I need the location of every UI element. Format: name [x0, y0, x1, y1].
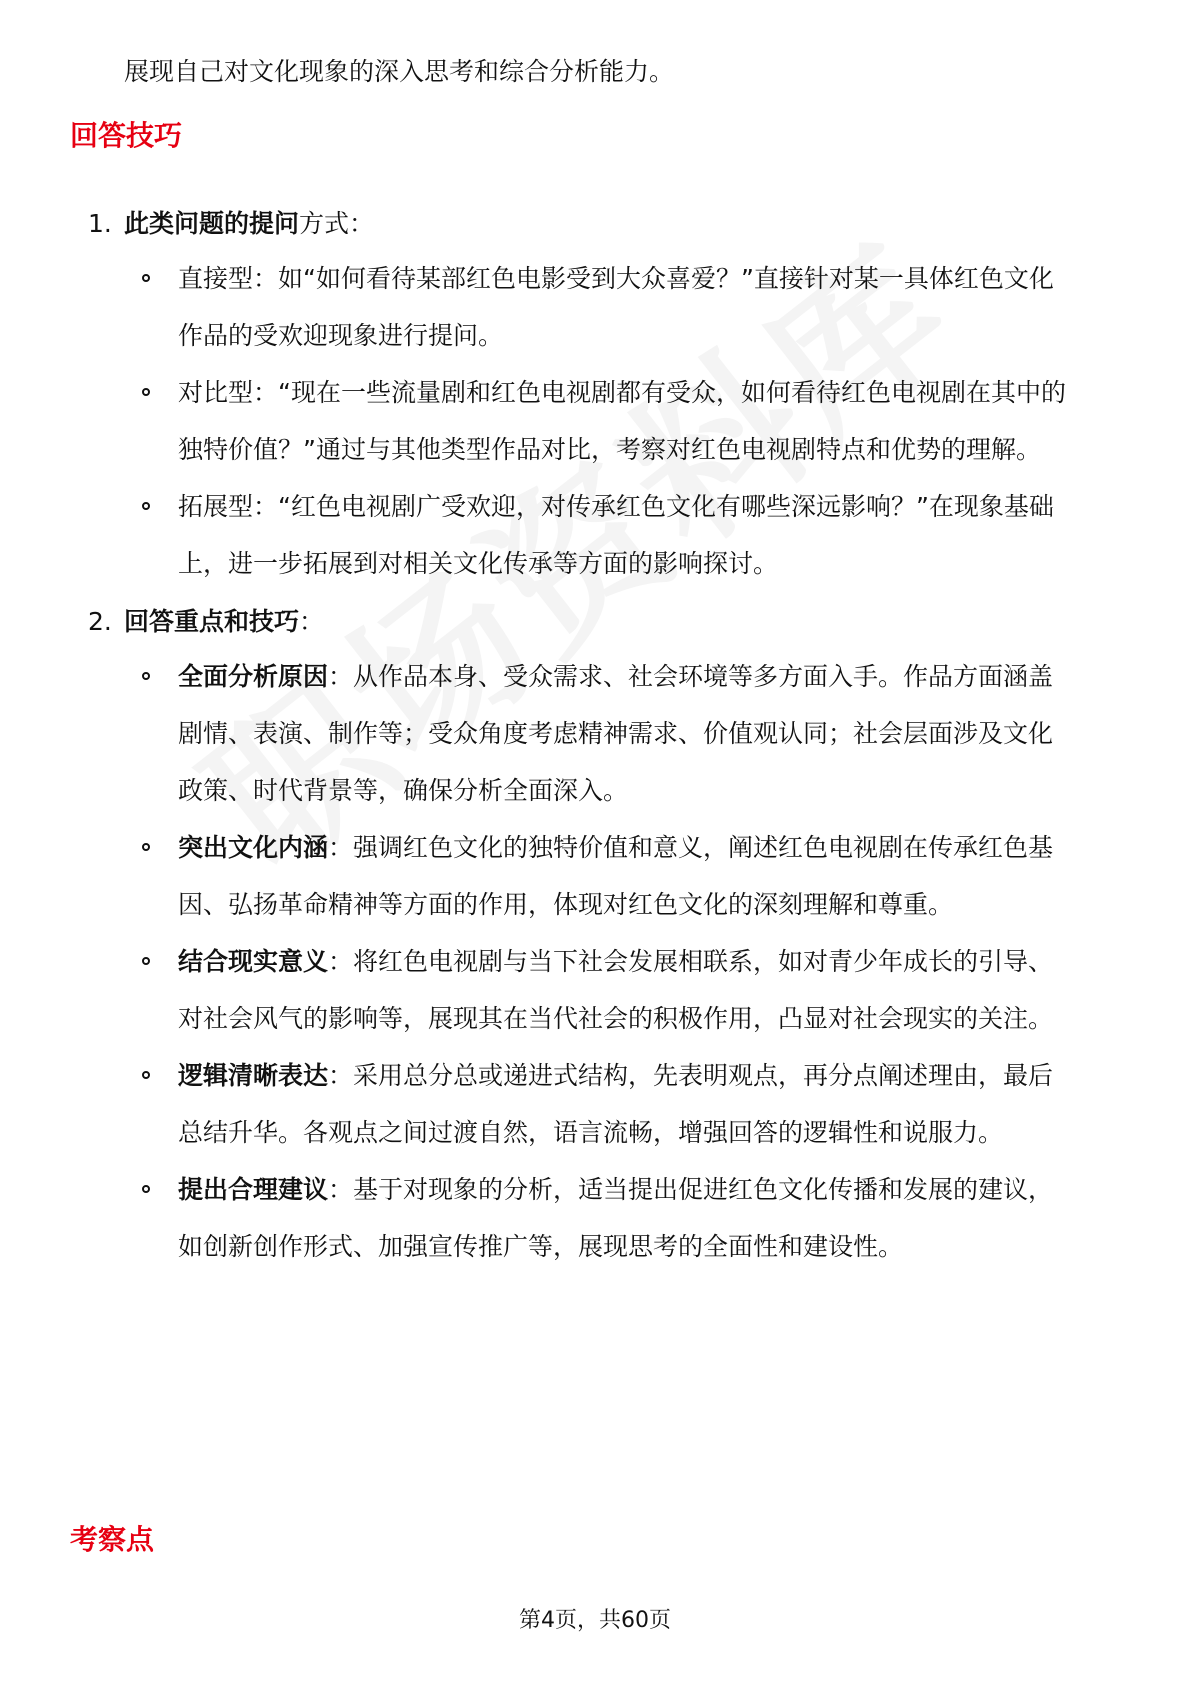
sub-item-text: ：从作品本身、受众需求、社会环境等多方面入手。作品方面涵盖剧情、表演、制作等；受众角度考虑精神需求、价值观认同；社会层面涉及文化政策、时代背景等，确保分析全面深入。 — [178, 662, 1054, 805]
list-item — [88, 602, 1128, 1275]
circle-bullet-icon — [142, 957, 150, 965]
item-heading-bold: 此类问题的提问 — [124, 209, 300, 238]
list-item — [88, 204, 1128, 592]
sub-item — [124, 364, 1128, 478]
sub-item — [124, 933, 1128, 1047]
tips-list — [88, 204, 1128, 1285]
circle-bullet-icon — [142, 1071, 150, 1079]
sub-item-text: 对比型：“现在一些流量剧和红色电视剧都有受众，如何看待红色电视剧在其中的独特价值？”通过与其他类型作品对比，考察对红色电视剧特点和优势的理解。 — [178, 378, 1066, 464]
sub-item-text: ：基于对现象的分析，适当提出促进红色文化传播和发展的建议，如创新创作形式、加强宣传推广等，展现思考的全面性和建设性。 — [178, 1175, 1054, 1261]
sub-item-bold: 逻辑清晰表达 — [178, 1061, 329, 1090]
section-title-points: 考察点 — [70, 1523, 155, 1556]
item-heading — [124, 204, 1128, 244]
sub-item — [124, 1161, 1128, 1275]
sub-item-text: ：将红色电视剧与当下社会发展相联系，如对青少年成长的引导、对社会风气的影响等，展现其在当代社会的积极作用，凸显对社会现实的关注。 — [178, 947, 1054, 1033]
sub-item-text: ：强调红色文化的独特价值和意义，阐述红色电视剧在传承红色基因、弘扬革命精神等方面的作用，体现对红色文化的深刻理解和尊重。 — [178, 833, 1054, 919]
item-heading-rest: 方式： — [299, 209, 375, 238]
item-number: 2. — [88, 607, 112, 636]
circle-bullet-icon — [142, 1185, 150, 1193]
page-footer: 第4页，共60页 — [519, 1608, 671, 1633]
item-heading-rest: ： — [299, 607, 325, 636]
sub-item — [124, 648, 1128, 819]
sub-list — [124, 250, 1128, 592]
sub-item-bold: 全面分析原因 — [178, 662, 329, 691]
sub-item-text: ：采用总分总或递进式结构，先表明观点，再分点阐述理由，最后总结升华。各观点之间过渡自然，语言流畅，增强回答的逻辑性和说服力。 — [178, 1061, 1054, 1147]
sub-item — [124, 478, 1128, 592]
section-title-tips: 回答技巧 — [70, 119, 183, 152]
sub-item — [124, 819, 1128, 933]
sub-item-text: 拓展型：“红色电视剧广受欢迎，对传承红色文化有哪些深远影响？”在现象基础上，进一步拓展到对相关文化传承等方面的影响探讨。 — [178, 492, 1054, 578]
sub-item — [124, 250, 1128, 364]
circle-bullet-icon — [142, 843, 150, 851]
circle-bullet-icon — [142, 672, 150, 680]
circle-bullet-icon — [142, 274, 150, 282]
sub-item-bold: 提出合理建议 — [178, 1175, 329, 1204]
circle-bullet-icon — [142, 502, 150, 510]
sub-item-text: 直接型：如“如何看待某部红色电影受到大众喜爱？”直接针对某一具体红色文化作品的受欢迎现象进行提问。 — [178, 264, 1054, 350]
sub-list — [124, 648, 1128, 1275]
circle-bullet-icon — [142, 388, 150, 396]
item-number: 1. — [88, 209, 112, 238]
item-heading — [124, 602, 1128, 642]
sub-item-bold: 结合现实意义 — [178, 947, 329, 976]
item-heading-bold: 回答重点和技巧 — [124, 607, 300, 636]
sub-item — [124, 1047, 1128, 1161]
sub-item-bold: 突出文化内涵 — [178, 833, 329, 862]
intro-line: 展现自己对文化现象的深入思考和综合分析能力。 — [124, 57, 675, 86]
